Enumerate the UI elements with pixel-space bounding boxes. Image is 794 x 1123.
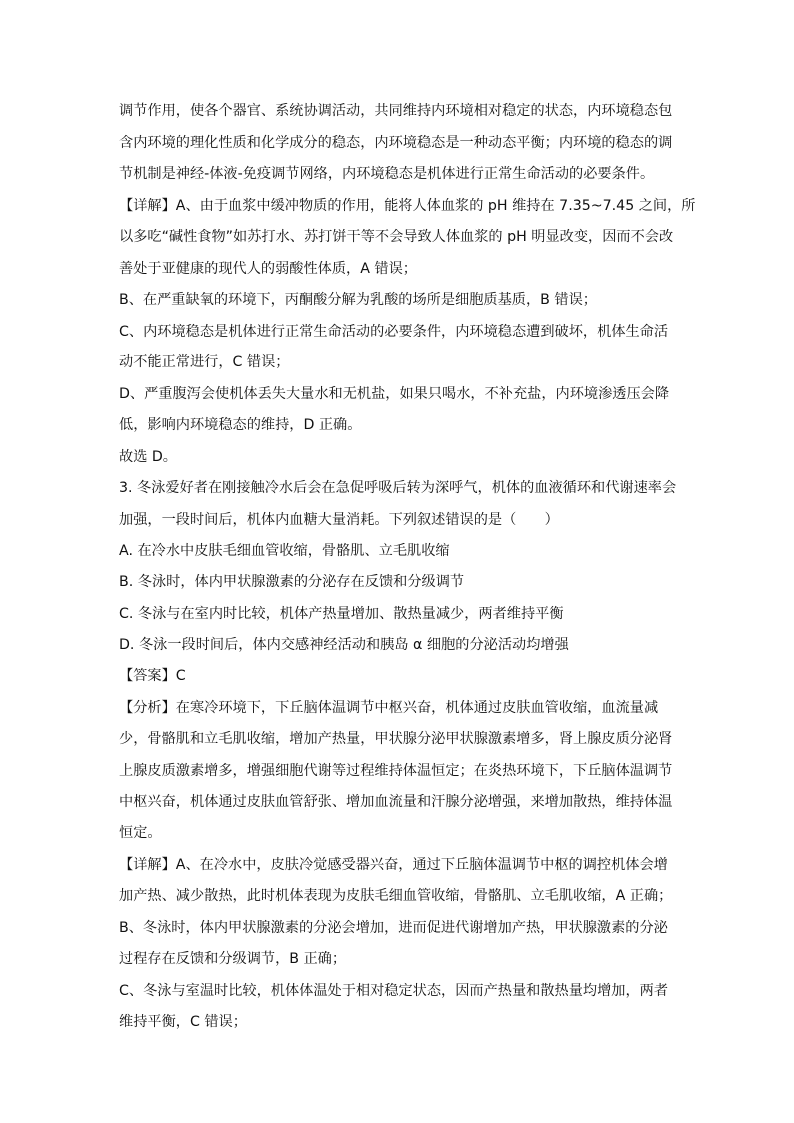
text-line: 过程存在反馈和分级调节，B 正确； (119, 951, 347, 967)
question-stem: 加强，一段时间后，机体内血糖大量消耗。下列叙述错误的是（ ） (119, 512, 559, 528)
text-line: B、在严重缺氧的环境下，丙酮酸分解为乳酸的场所是细胞质基质，B 错误； (119, 292, 597, 308)
text-line: C、冬泳与室温时比较，机体体温处于相对稳定状态，因而产热量和散热量均增加，两者 (119, 983, 669, 999)
text-line: C、内环境稳态是机体进行正常生命活动的必要条件，内环境稳态遭到破坏，机体生命活 (119, 324, 669, 340)
text-line: 维持平衡，C 错误； (119, 1014, 247, 1030)
text-line: 故选 D。 (119, 449, 177, 465)
answer-line: 【答案】C (119, 668, 186, 684)
text-line: 加产热、减少散热，此时机体表现为皮肤毛细血管收缩，骨骼肌、立毛肌收缩，A 正确； (119, 888, 673, 904)
text-line: 中枢兴奋，机体通过皮肤血管舒张、增加血流量和汗腺分泌增强，来增加散热，维持体温 (119, 794, 673, 810)
text-line: 含内环境的理化性质和化学成分的稳态，内环境稳态是一种动态平衡；内环境的稳态的调 (119, 135, 673, 151)
option-b: B. 冬泳时，体内甲状腺激素的分泌存在反馈和分级调节 (119, 574, 465, 590)
text-line: 调节作用，使各个器官、系统协调活动，共同维持内环境相对稳定的状态，内环境稳态包 (119, 103, 673, 119)
text-line: 恒定。 (119, 825, 162, 841)
text-line: 以多吃“碱性食物”如苏打水、苏打饼干等不会导致人体血浆的 pH 明显改变，因而不会改 (119, 229, 674, 245)
text-line: 上腺皮质激素增多，增强细胞代谢等过程维持体温恒定；在炎热环境下，下丘脑体温调节 (119, 763, 673, 779)
text-line: 节机制是神经-体液-免疫调节网络，内环境稳态是机体进行正常生命活动的必要条件。 (119, 166, 655, 182)
text-line: D、严重腹泻会使机体丢失大量水和无机盐，如果只喝水，不补充盐，内环境渗透压会降 (119, 386, 670, 402)
text-line: 【详解】A、由于血浆中缓冲物质的作用，能将人体血浆的 pH 维持在 7.35~7.45 之间，所 (119, 198, 696, 214)
text-line: B、冬泳时，体内甲状腺激素的分泌会增加，进而促进代谢增加产热，甲状腺激素的分泌 (119, 920, 668, 936)
text-line: 【详解】A、在冷水中，皮肤冷觉感受器兴奋，通过下丘脑体温调节中枢的调控机体会增 (119, 857, 668, 873)
text-line: 低，影响内环境稳态的维持，D 正确。 (119, 417, 362, 433)
option-c: C. 冬泳与在室内时比较，机体产热量增加、散热量减少，两者维持平衡 (119, 606, 564, 622)
text-line: 动不能正常进行，C 错误； (119, 354, 290, 370)
option-a: A. 在冷水中皮肤毛细血管收缩，骨骼肌、立毛肌收缩 (119, 543, 450, 559)
text-line: 少，骨骼肌和立毛肌收缩，增加产热量，甲状腺分泌甲状腺激素增多，肾上腺皮质分泌肾 (119, 731, 673, 747)
text-line: 善处于亚健康的现代人的弱酸性体质，A 错误； (119, 261, 417, 277)
option-d: D. 冬泳一段时间后，体内交感神经活动和胰岛 α 细胞的分泌活动均增强 (119, 637, 569, 653)
question-stem: 3. 冬泳爱好者在刚接触冷水后会在急促呼吸后转为深呼气，机体的血液循环和代谢速率会 (119, 480, 677, 496)
text-line: 【分析】在寒冷环境下，下丘脑体温调节中枢兴奋，机体通过皮肤血管收缩，血流量减 (119, 700, 659, 716)
